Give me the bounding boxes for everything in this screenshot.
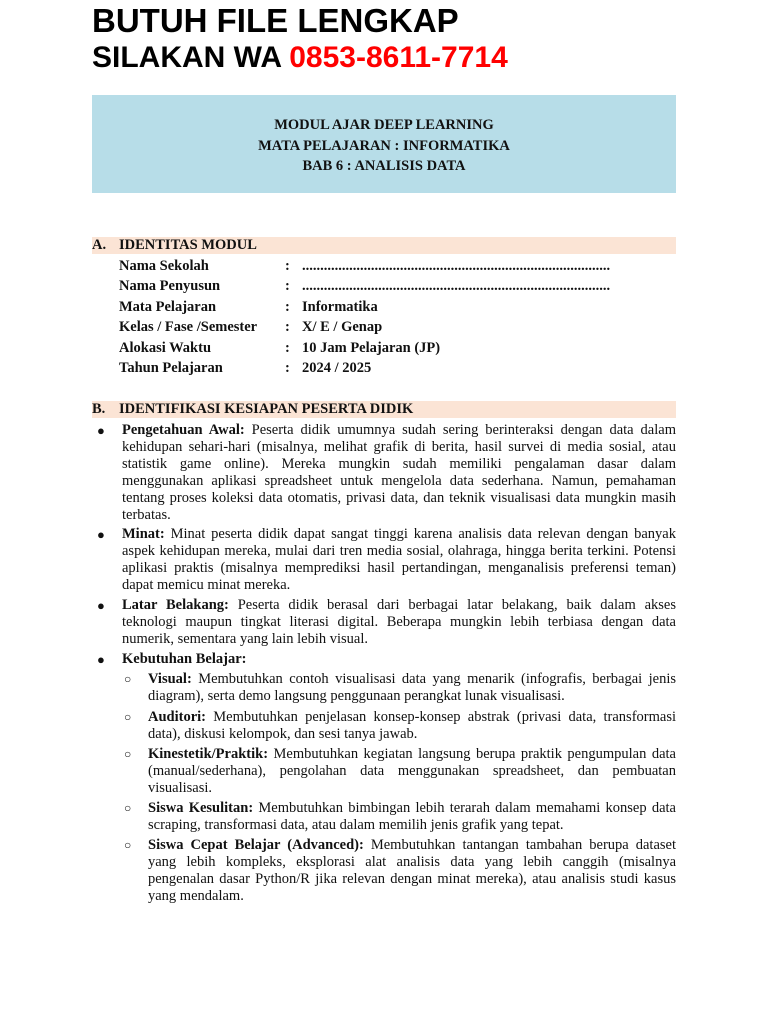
list-item-label: Latar Belakang: (122, 597, 229, 613)
sub-item-siswa-cepat-belajar (148, 837, 676, 905)
sub-item-text: Membutuhkan bimbingan lebih terarah dalam memahami konsep data scraping, transformasi data, atau dalam memilih jenis grafik yang tepat. (148, 800, 676, 833)
list-item-text: Peserta didik berasal dari berbagai latar belakang, baik dalam akses teknologi maupun tingkat literasi digital. Beberapa mungkin lebih terbiasa dengan data numerik, sementara yang lain lebih visual. (122, 597, 676, 647)
identity-value: 2024 / 2025 (302, 360, 372, 376)
identity-colon: : (285, 299, 290, 315)
list-item-kebutuhan-belajar (122, 651, 676, 668)
list-item-label: Minat: (122, 526, 165, 542)
section-b-letter: B. (92, 401, 106, 417)
sub-item-text: Membutuhkan contoh visualisasi data yang menarik (infografis, berbagai jenis diagram), serta demo langsung penggunaan perangkat lunak visualisasi. (148, 671, 676, 704)
bullet-icon: ● (97, 527, 105, 542)
sub-item-label: Kinestetik/Praktik: (148, 746, 269, 762)
list-item-minat (122, 526, 676, 594)
sub-bullet-icon: ○ (124, 838, 132, 852)
sub-item-text: Membutuhkan kegiatan langsung berupa praktik pengumpulan data (manual/sederhana), pengolahan data menggunakan spreadsheet, dan pembuatan visualisasi. (148, 746, 676, 796)
module-title-line-2: MATA PELAJARAN : INFORMATIKA (258, 137, 510, 154)
sub-item-siswa-kesulitan (148, 800, 676, 834)
bullet-icon: ● (97, 598, 105, 613)
sub-item-kinestetik (148, 746, 676, 797)
identity-colon: : (285, 319, 290, 335)
sub-bullet-icon: ○ (124, 672, 132, 686)
module-title-line-3: BAB 6 : ANALISIS DATA (302, 158, 466, 174)
identity-value: ..................................................................................... (302, 278, 611, 294)
identity-label: Nama Penyusun (119, 278, 221, 294)
identity-value: Informatika (302, 299, 378, 315)
sub-bullet-icon: ○ (124, 801, 132, 815)
bullet-icon: ● (97, 652, 105, 667)
promo-line-1: BUTUH FILE LENGKAP (92, 2, 459, 39)
identity-colon: : (285, 340, 290, 356)
identity-label: Kelas / Fase /Semester (119, 319, 258, 335)
promo-line-2-prefix: SILAKAN WA (92, 41, 290, 74)
promo-line-2 (92, 39, 508, 77)
sub-item-label: Siswa Kesulitan: (148, 800, 254, 816)
sub-item-text: Membutuhkan penjelasan konsep-konsep abstrak (privasi data, transformasi data), diskusi kelompok, dan sesi tanya jawab. (148, 709, 676, 742)
list-item-text: Minat peserta didik dapat sangat tinggi karena analisis data relevan dengan banyak aspek kehidupan mereka, mulai dari tren media sosial, olahraga, hingga berita terkini. Potensi aplikasi praktis (misalnya memprediksi hasil pertandingan, menganalisis preferensi teman) dapat memicu minat mereka. (122, 526, 676, 593)
promo-banner (92, 2, 508, 77)
identity-value: 10 Jam Pelajaran (JP) (302, 340, 441, 356)
list-item-latar-belakang (122, 597, 676, 648)
list-item-label: Pengetahuan Awal: (122, 422, 245, 438)
identity-colon: : (285, 360, 290, 376)
identity-colon: : (285, 278, 290, 294)
sub-item-label: Siswa Cepat Belajar (Advanced): (148, 837, 364, 853)
module-title-line-1: MODUL AJAR DEEP LEARNING (274, 117, 494, 133)
section-a-letter: A. (92, 237, 107, 253)
identity-label: Mata Pelajaran (119, 299, 217, 315)
promo-phone-number: 0853-8611-7714 (289, 41, 508, 74)
list-item-label: Kebutuhan Belajar: (122, 651, 247, 667)
sub-item-visual (148, 671, 676, 705)
section-a-title: IDENTITAS MODUL (119, 237, 257, 253)
identity-value: X/ E / Genap (302, 319, 383, 335)
identity-colon: : (285, 258, 290, 274)
list-item-pengetahuan-awal (122, 422, 676, 524)
identity-value: ..................................................................................... (302, 258, 611, 274)
identity-label: Tahun Pelajaran (119, 360, 223, 376)
sub-item-auditori (148, 709, 676, 743)
module-title-box (92, 95, 676, 193)
sub-bullet-icon: ○ (124, 747, 132, 761)
sub-item-label: Auditori: (148, 709, 206, 725)
identity-label: Nama Sekolah (119, 258, 209, 274)
sub-item-text: Membutuhkan tantangan tambahan berupa dataset yang lebih kompleks, eksplorasi alat analisis data yang lebih canggih (misalnya pengenalan dasar Python/R jika relevan dengan minat mereka), atau analisis studi kasus yang mendalam. (148, 837, 677, 904)
section-a-heading (92, 237, 676, 254)
section-b-title: IDENTIFIKASI KESIAPAN PESERTA DIDIK (119, 401, 414, 417)
identity-label: Alokasi Waktu (119, 340, 212, 356)
sub-bullet-icon: ○ (124, 710, 132, 724)
bullet-icon: ● (97, 423, 105, 438)
section-b-heading (92, 401, 676, 418)
list-item-text: Peserta didik umumnya sudah sering berinteraksi dengan data dalam kehidupan sehari-hari (misalnya, melihat grafik di berita, hasil survei di media sosial, atau statistik game online). Mereka mungkin sudah memiliki pengalaman dasar dalam menggunakan aplikasi spreadsheet untuk mengelola data sederhana. Namun, pemahaman tentang proses koleksi data otomatis, privasi data, dan teknik visualisasi data mungkin masih terbatas. (122, 422, 676, 523)
sub-item-label: Visual: (148, 671, 192, 687)
